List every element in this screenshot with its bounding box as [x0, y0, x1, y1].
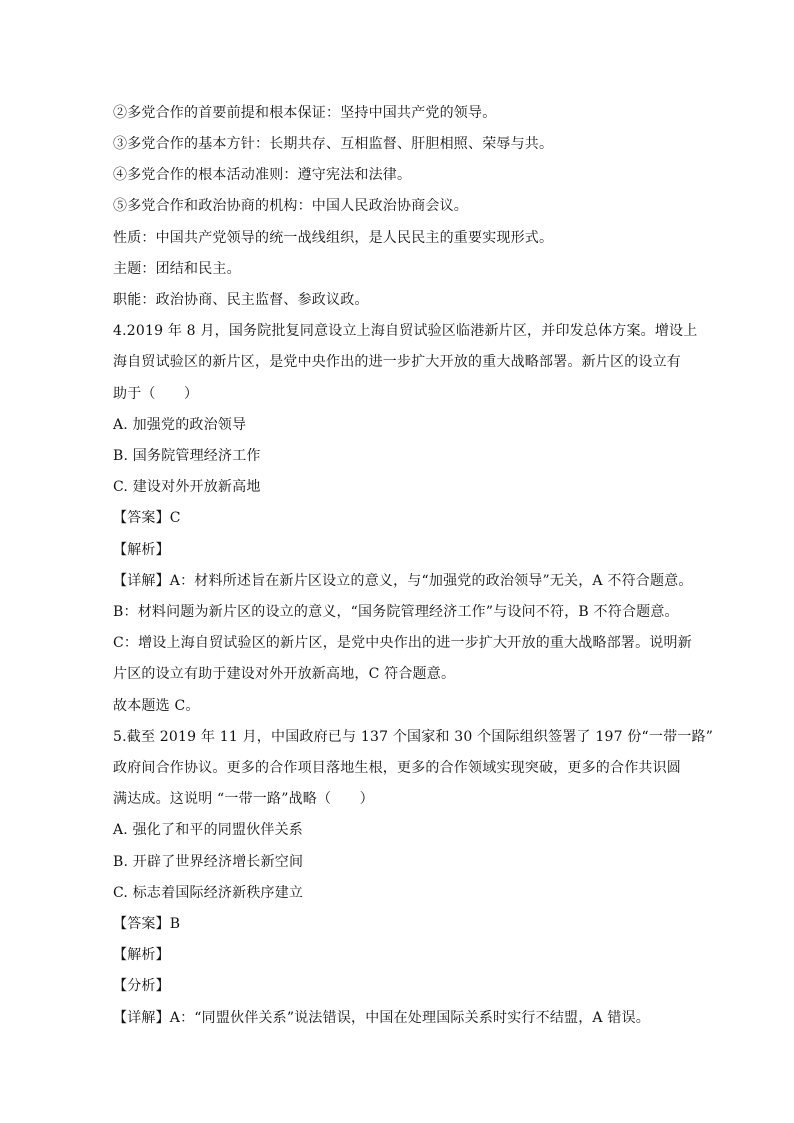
question-5-stem: 政府间合作协议。更多的合作项目落地生根，更多的合作领域实现突破，更多的合作共识圆: [113, 760, 681, 776]
text-line: ④多党合作的根本活动准则：遵守宪法和法律。: [113, 167, 412, 183]
detail-line: C：增设上海自贸试验区的新片区，是党中央作出的进一步扩大开放的重大战略部署。说明新: [113, 635, 692, 651]
answer-label: 【答案】C: [113, 510, 181, 526]
question-4-option-a: A. 加强党的政治领导: [113, 417, 247, 433]
question-4-stem: 4.2019 年 8 月，国务院批复同意设立上海自贸试验区临港新片区，并印发总体方案。增设上: [113, 323, 698, 339]
question-5-option-c: C. 标志着国际经济新秩序建立: [113, 885, 304, 901]
analysis-label: 【解析】: [113, 542, 170, 558]
detail-line: 片区的设立有助于建设对外开放新高地，C 符合题意。: [113, 666, 456, 682]
question-4-stem: 助于（ ）: [113, 386, 199, 402]
text-line: ⑤多党合作和政治协商的机构：中国人民政治协商会议。: [113, 198, 468, 214]
text-line: 性质：中国共产党领导的统一战线组织，是人民民主的重要实现形式。: [113, 230, 554, 246]
question-4-stem: 海自贸试验区的新片区，是党中央作出的进一步扩大开放的重大战略部署。新片区的设立有: [113, 354, 681, 370]
question-5-stem: 满达成。这说明 “一带一路”战略（ ）: [113, 791, 374, 807]
question-5-option-a: A. 强化了和平的同盟伙伴关系: [113, 822, 304, 838]
text-line: 主题：团结和民主。: [113, 261, 241, 277]
text-line: ②多党合作的首要前提和根本保证：坚持中国共产党的领导。: [113, 105, 497, 121]
question-4-option-c: C. 建设对外开放新高地: [113, 479, 261, 495]
question-4-option-b: B. 国务院管理经济工作: [113, 448, 261, 464]
detail-line: 【详解】A：“同盟伙伴关系”说法错误，中国在处理国际关系时实行不结盟，A 错误。: [113, 1010, 650, 1026]
analysis-subheading: 【分析】: [113, 978, 170, 994]
text-line: 职能：政治协商、民主监督、参政议政。: [113, 292, 369, 308]
question-5-option-b: B. 开辟了世界经济增长新空间: [113, 854, 304, 870]
answer-label: 【答案】B: [113, 916, 181, 932]
detail-line: 【详解】A：材料所述旨在新片区设立的意义，与“加强党的政治领导”无关，A 不符合题意。: [113, 573, 693, 589]
text-line: ③多党合作的基本方针：长期共存、互相监督、肝胆相照、荣辱与共。: [113, 136, 554, 152]
detail-line: B：材料问题为新片区的设立的意义，“国务院管理经济工作”与设问不符，B 不符合题意。: [113, 604, 679, 620]
conclusion-line: 故本题选 C。: [113, 698, 200, 714]
analysis-label: 【解析】: [113, 947, 170, 963]
question-5-stem: 5.截至 2019 年 11 月，中国政府已与 137 个国家和 30 个国际组织签署了 197 份“一带一路”: [113, 729, 714, 745]
